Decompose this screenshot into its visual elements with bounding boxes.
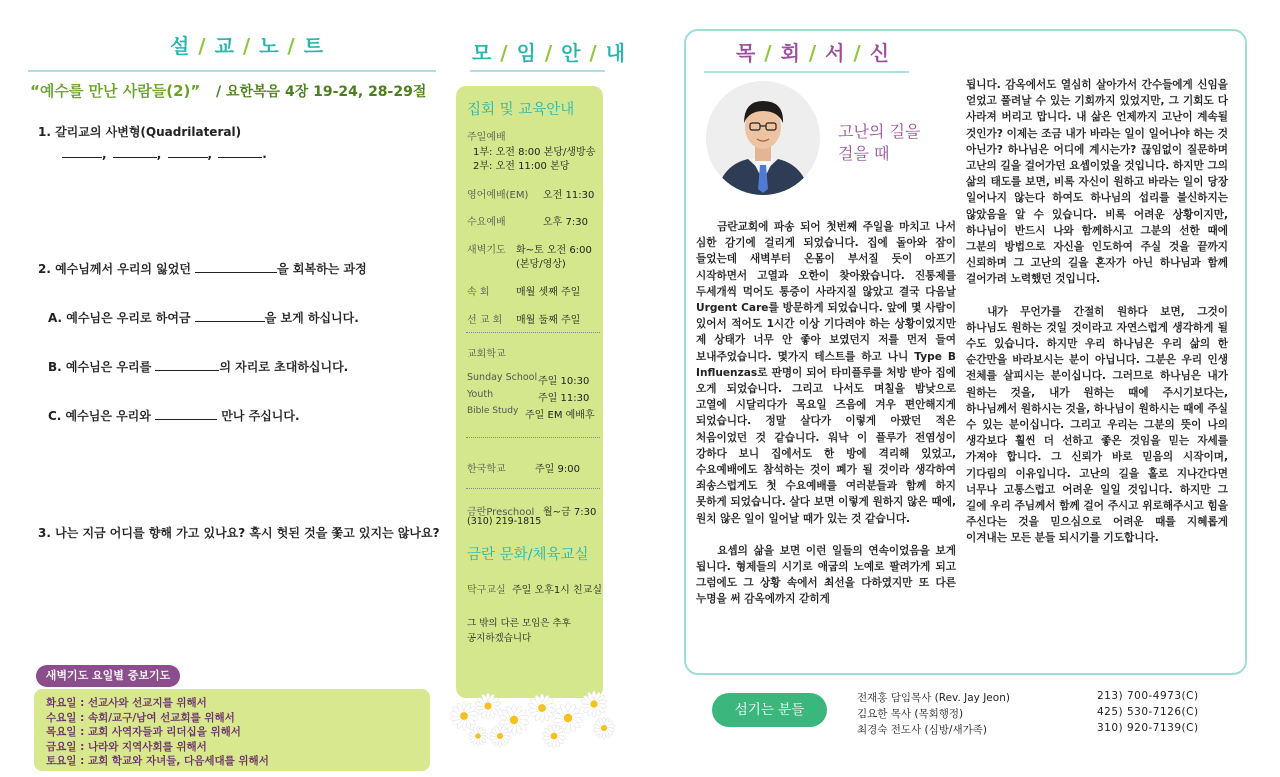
cell-label: 속 회	[467, 287, 490, 298]
prayer-item: 토요일 : 교회 학교와 자녀들, 다음세대를 위해서	[46, 755, 269, 768]
staff-name: 전재홍 담임목사 (Rev. Jay Jeon)	[857, 692, 1010, 704]
letter-paragraph: 내가 무언가를 간절히 원하다 보면, 그것이 하나님도 원하는 것일 것이라고 자연스럽게 생각하게 될 수도 있습니다. 하지만 우리 하나님은 우리 삶의 한 순간만을 바라보시는 분이 아닙니다. 그분은 우리 인생 전체를 살피시는 분이십니다. 그러므로 하나님은 내가 원하는 것을, 내가 원하는 때에 주시기보다는, 하나님께서 원하시는 것을, 하나님이 원하시는 때에 주실 수 있는 분이십니다. 그리고 우리는 그분의 뜻이 나의 생각보다 훨씬 더 선하고 좋은 것임을 믿는 자세를 가져야 합니다. 그 신뢰가 바로 믿음의 시작이며, 기다림의 이유입니다. 고난의 길을 홀로 지나간다면 너무나 고통스럽고 어려운 일일 것입니다. 하지만 그 길에 우리 주님께서 함께 걸어 주시고 위로해주시고 힘을 주신다는 것을 믿으심으로 어려운 때를 지혜롭게 이겨내는 모든 분들 되시기를 기도합니다.	[966, 305, 1228, 545]
other-meetings-note: 그 밖의 다른 모임은 추후	[467, 618, 571, 629]
meetings-column	[440, 0, 680, 777]
sermon-notes-column	[0, 0, 440, 777]
sermon-title: “예수를 만난 사람들(2)”	[30, 82, 201, 100]
culture-heading: 금란 문화/체육교실	[467, 547, 589, 563]
youth-time: 주일 11:30	[538, 393, 590, 404]
em-label: 영어예배(EM)	[467, 190, 529, 201]
bible-study-time: 주일 EM 예배후	[525, 410, 595, 421]
sermon-notes-title: 설 / 교 / 노 / 트	[170, 34, 325, 58]
divider	[466, 488, 600, 489]
em-time: 오전 11:30	[543, 190, 595, 201]
school-label: 교회학교	[467, 349, 506, 360]
prayer-schedule-title: 새벽기도 요일별 중보기도	[36, 665, 180, 687]
pastoral-letter-panel	[684, 29, 1247, 675]
prayer-item: 수요일 : 속회/교구/남여 선교회를 위해서	[46, 711, 235, 724]
dawn-time: 화~토 오전 6:00	[516, 245, 592, 256]
pastoral-letter-title: 목 / 회 / 서 / 신	[736, 41, 891, 65]
divider	[470, 70, 605, 72]
preschool-time: 월~금 7:30	[543, 507, 597, 518]
letter-paragraph: 금란교회에 파송 되어 첫번째 주일을 마치고 나서 심한 감기에 걸리게 되었습니다. 집에 돌아와 잠이 들었는데 새벽부터 온몸이 부서질 듯이 아프기 시작하면서 고열과 오한이 찾아왔습니다. 진통제를 두세개씩 먹어도 통증이 사라지질 않았고 결국 다음날 Urgent Care를 방문하게 되었습니다. 앞에 몇 사람이 있어서 적어도 1시간 이상 기다려야 하는 상황이었지만 제 상태가 너무 안 좋아 보였던지 저를 먼저 들여 보내주었습니다. 몇가지 테스트를 하고 나니 Type B Influenzas로 판명이 되어 타미플루를 처방 받아 집에 오게 되었습니다. 그리고 나서도 며칠을 밤낮으로 고열에 시달리다가 목요일 즈음에 겨우 편안해지게 되었습니다. 정말 살다가 이렇게 아팠던 적은 처음이었던 것 같습니다. 워낙 이 플루가 전염성이 강하다 보니 집에서도 한 방에 격리해 있었고, 수요예배에도 참석하는 것이 폐가 될 것이라 생각하여 죄송스럽게도 첫 수요예배를 여러분들과 함께 하지 못하게 되었습니다. 살다 보면 이렇게 원하지 않은 때에, 원치 않은 일이 일어날 때가 있는 것 같습니다.	[696, 221, 956, 525]
question-2a: A. 예수님은 우리로 하여금 을 보게 하십니다.	[48, 311, 359, 325]
sunday-school-time: 주일 10:30	[538, 376, 590, 387]
mission-time: 매월 둘째 주일	[516, 315, 581, 326]
mission-label: 선 교 회	[467, 315, 503, 326]
divider	[28, 70, 436, 72]
divider	[466, 332, 600, 333]
sunday-service-2: 2부: 오전 11:00 본당	[473, 161, 570, 172]
staff-name: 김요한 목사 (목회행정)	[857, 708, 964, 720]
sunday-label: 주일예배	[467, 132, 506, 143]
sunday-school-label: Sunday School	[467, 372, 538, 383]
staff-phone: 310) 920-7139(C)	[1097, 722, 1199, 734]
korean-school-time: 주일 9:00	[535, 464, 580, 475]
staff-name: 최경숙 전도사 (심방/새가족)	[857, 724, 987, 736]
question-1: 1. 갈리교의 사변형(Quadrilateral)	[38, 125, 242, 139]
dawn-label: 새벽기도	[467, 245, 506, 256]
staff-phone: 425) 530-7126(C)	[1097, 706, 1199, 718]
sunday-service-1: 1부: 오전 8:00 본당/생방송	[473, 147, 596, 158]
question-2b: B. 예수님은 우리를 의 자리로 초대하십니다.	[48, 360, 349, 374]
korean-school-label: 한국학교	[467, 464, 506, 475]
prayer-schedule-box	[34, 689, 430, 771]
staff-badge: 섬기는 분들	[712, 693, 827, 727]
question-3: 3. 나는 지금 어디를 향해 가고 있나요? 혹시 헛된 것을 쫓고 있지는 않나요?	[38, 526, 440, 540]
wednesday-label: 수요예배	[467, 217, 506, 228]
wednesday-time: 오후 7:30	[543, 217, 588, 228]
letter-body-right	[966, 77, 1228, 675]
divider	[466, 437, 600, 438]
prayer-item: 목요일 : 교회 사역자들과 리더십을 위해서	[46, 726, 241, 739]
preschool-phone: (310) 219-1815	[467, 516, 542, 527]
youth-label: Youth	[467, 389, 494, 400]
question-2: 2. 예수님께서 우리의 잃었던 을 회복하는 과정	[38, 262, 367, 276]
table-tennis-label: 탁구교실	[467, 585, 506, 596]
table-tennis-time: 주일 오후1시 친교실	[512, 585, 602, 596]
bible-study-label: Bible Study	[467, 406, 519, 416]
meetings-heading: 집회 및 교육안내	[467, 102, 575, 118]
letter-title: 고난의 길을 걸을 때	[838, 122, 921, 163]
letter-body-left	[696, 219, 956, 669]
letter-paragraph: 요셉의 삶을 보면 이런 일들의 연속이었음을 보게 됩니다. 형제들의 시기로 애굽의 노예로 팔려가게 되고 그럼에도 그 상황 속에서 최선을 다하였지만 또 다른 누명을 써 감옥에까지 갇히게	[696, 544, 956, 606]
letter-paragraph: 됩니다. 감옥에서도 열심히 살아가서 간수들에게 신임을 얻었고 풀려날 수 있는 기회까지 있었지만, 그 기회도 다 사라져 버리고 맙니다. 내 삶은 언제까지 고난이 계속될 것인가? 이제는 조금 내가 바라는 일이 일어나야 하는 것 아닌가? 하나님은 어디에 계시는가? 끊임없이 질문하며 고난의 길을 걸어가던 요셉이었을 것입니다. 하지만 그의 삶의 태도를 보면, 비록 자신이 원하고 바라는 일이 당장 일어나지 않는다 하여도 하나님의 섭리를 불신하지는 않았음을 알 수 있습니다. 비록 어려운 상황이지만, 하나님이 반드시 나와 함께하시고 그분의 선한 때에 그분의 방법으로 자신을 인도하여 주실 것을 끝까지 신뢰하며 그 고난의 길을 혼자가 아닌 하나님과 함께 걸어가려 노력했던 것입니다.	[966, 79, 1228, 286]
daisy-flowers-decoration	[444, 680, 620, 750]
preschool-label: 금란Preschool	[467, 507, 535, 518]
cell-time: 매월 셋째 주일	[516, 287, 581, 298]
pastor-photo	[706, 81, 820, 195]
prayer-item: 화요일 : 선교사와 선교지를 위해서	[46, 697, 207, 709]
dawn-place: (본당/영상)	[516, 259, 566, 270]
meetings-title: 모 / 임 / 안 / 내	[472, 41, 627, 65]
scripture-reference: / 요한복음 4장 19-24, 28-29절	[216, 84, 427, 100]
other-meetings-note-2: 공지하겠습니다	[467, 633, 532, 644]
prayer-item: 금요일 : 나라와 지역사회를 위해서	[46, 740, 207, 753]
staff-phone: 213) 700-4973(C)	[1097, 690, 1199, 702]
question-2c: C. 예수님은 우리와 만나 주십니다.	[48, 409, 300, 423]
question-1-blanks: , , , .	[62, 146, 268, 161]
divider	[704, 71, 909, 73]
